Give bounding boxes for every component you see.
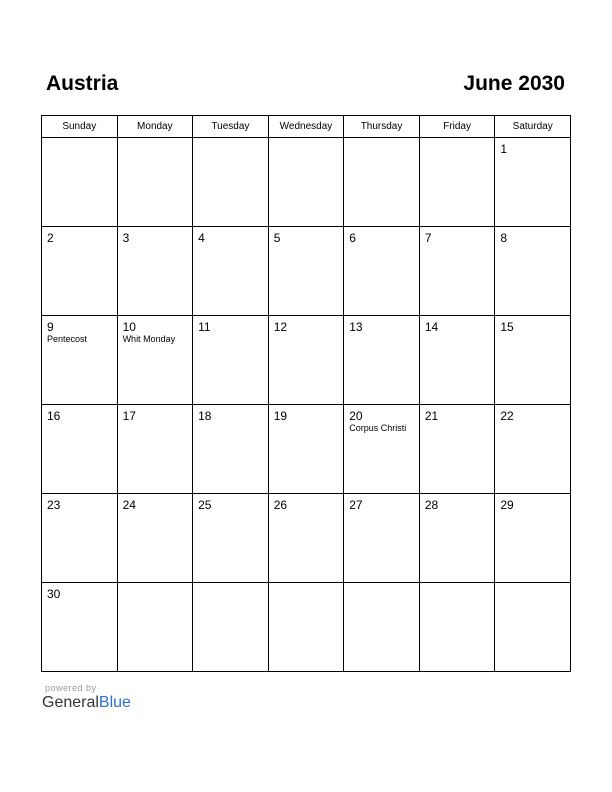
day-number: 30 bbox=[47, 587, 61, 601]
day-number: 28 bbox=[424, 498, 439, 512]
day-cell bbox=[268, 405, 344, 494]
day-number: 4 bbox=[198, 231, 205, 245]
day-cell bbox=[344, 138, 420, 227]
day-cell bbox=[268, 494, 344, 583]
day-number: 21 bbox=[424, 409, 439, 423]
day-number: 15 bbox=[500, 320, 514, 334]
week-row-1 bbox=[42, 138, 571, 227]
day-number: 29 bbox=[500, 498, 514, 512]
holiday-label: Pentecost bbox=[47, 334, 88, 344]
holiday-label: Corpus Christi bbox=[349, 423, 407, 433]
day-cell bbox=[268, 227, 344, 316]
day-cell bbox=[42, 227, 118, 316]
day-cell bbox=[419, 494, 495, 583]
day-number: 5 bbox=[273, 231, 281, 245]
day-number bbox=[193, 138, 268, 142]
day-number: 1 bbox=[500, 142, 508, 156]
day-cell bbox=[344, 494, 420, 583]
day-number: 23 bbox=[47, 498, 61, 512]
calendar-grid bbox=[41, 115, 571, 672]
day-cell bbox=[42, 138, 118, 227]
day-cell bbox=[193, 583, 269, 672]
day-cell bbox=[42, 405, 118, 494]
weekday-monday: Monday bbox=[117, 116, 193, 138]
day-cell bbox=[495, 227, 571, 316]
week-row-5 bbox=[42, 494, 571, 583]
day-cell bbox=[419, 583, 495, 672]
day-number: 8 bbox=[500, 231, 508, 245]
day-cell bbox=[42, 583, 118, 672]
day-number bbox=[344, 138, 419, 142]
day-number bbox=[344, 583, 419, 587]
day-cell bbox=[419, 405, 495, 494]
day-number: 13 bbox=[349, 320, 363, 334]
day-cell bbox=[117, 494, 193, 583]
day-cell bbox=[117, 583, 193, 672]
weekday-thursday: Thursday bbox=[344, 116, 420, 138]
day-number bbox=[42, 138, 117, 142]
day-cell bbox=[495, 138, 571, 227]
day-number bbox=[269, 138, 344, 142]
day-number: 16 bbox=[47, 409, 61, 423]
country-title: Austria bbox=[46, 72, 119, 95]
day-cell bbox=[344, 583, 420, 672]
day-cell bbox=[268, 316, 344, 405]
week-row-3 bbox=[42, 316, 571, 405]
weekday-friday: Friday bbox=[419, 116, 495, 138]
day-cell bbox=[193, 494, 269, 583]
day-cell bbox=[344, 405, 420, 494]
day-number bbox=[118, 583, 193, 587]
day-cell bbox=[193, 227, 269, 316]
day-cell bbox=[495, 405, 571, 494]
weekday-header-row bbox=[42, 116, 571, 138]
weekday-sunday: Sunday bbox=[42, 116, 118, 138]
day-number: 20 bbox=[349, 409, 363, 423]
weekday-saturday: Saturday bbox=[495, 116, 571, 138]
day-cell bbox=[193, 405, 269, 494]
brand-blue-text: Blue bbox=[98, 694, 131, 711]
day-number: 9 bbox=[47, 320, 54, 334]
brand-general-text: General bbox=[42, 694, 99, 711]
holiday-label: Whit Monday bbox=[122, 334, 176, 344]
day-cell bbox=[117, 138, 193, 227]
day-cell bbox=[344, 316, 420, 405]
day-number bbox=[269, 583, 344, 587]
day-cell bbox=[419, 316, 495, 405]
day-cell bbox=[117, 316, 193, 405]
day-cell bbox=[268, 138, 344, 227]
day-cell bbox=[193, 138, 269, 227]
day-number: 3 bbox=[122, 231, 130, 245]
day-cell bbox=[268, 583, 344, 672]
day-cell bbox=[117, 227, 193, 316]
day-number: 7 bbox=[424, 231, 432, 245]
powered-by-text: powered by bbox=[45, 683, 97, 693]
day-cell bbox=[419, 227, 495, 316]
day-cell bbox=[42, 494, 118, 583]
day-number: 25 bbox=[198, 498, 212, 512]
day-number: 26 bbox=[273, 498, 288, 512]
day-number bbox=[420, 138, 495, 142]
day-number: 22 bbox=[500, 409, 514, 423]
day-cell bbox=[344, 227, 420, 316]
day-number: 14 bbox=[424, 320, 439, 334]
day-cell bbox=[117, 405, 193, 494]
week-row-2 bbox=[42, 227, 571, 316]
day-cell bbox=[193, 316, 269, 405]
day-number: 10 bbox=[122, 320, 136, 334]
day-number: 19 bbox=[273, 409, 288, 423]
day-number bbox=[193, 583, 268, 587]
week-row-6 bbox=[42, 583, 571, 672]
day-number: 17 bbox=[122, 409, 136, 423]
day-number bbox=[118, 138, 193, 142]
day-number: 6 bbox=[349, 231, 356, 245]
month-title: June 2030 bbox=[463, 72, 565, 95]
day-number: 2 bbox=[47, 231, 54, 245]
day-number: 24 bbox=[122, 498, 136, 512]
day-cell bbox=[495, 316, 571, 405]
week-row-4 bbox=[42, 405, 571, 494]
day-number: 27 bbox=[349, 498, 363, 512]
weekday-tuesday: Tuesday bbox=[193, 116, 269, 138]
day-number: 11 bbox=[198, 320, 211, 334]
day-number: 12 bbox=[273, 320, 288, 334]
day-cell bbox=[419, 138, 495, 227]
generalblue-logo[interactable] bbox=[42, 694, 131, 712]
day-number: 18 bbox=[198, 409, 212, 423]
day-cell bbox=[42, 316, 118, 405]
day-cell bbox=[495, 583, 571, 672]
day-cell bbox=[495, 494, 571, 583]
day-number bbox=[495, 583, 570, 587]
day-number bbox=[420, 583, 495, 587]
weekday-wednesday: Wednesday bbox=[268, 116, 344, 138]
